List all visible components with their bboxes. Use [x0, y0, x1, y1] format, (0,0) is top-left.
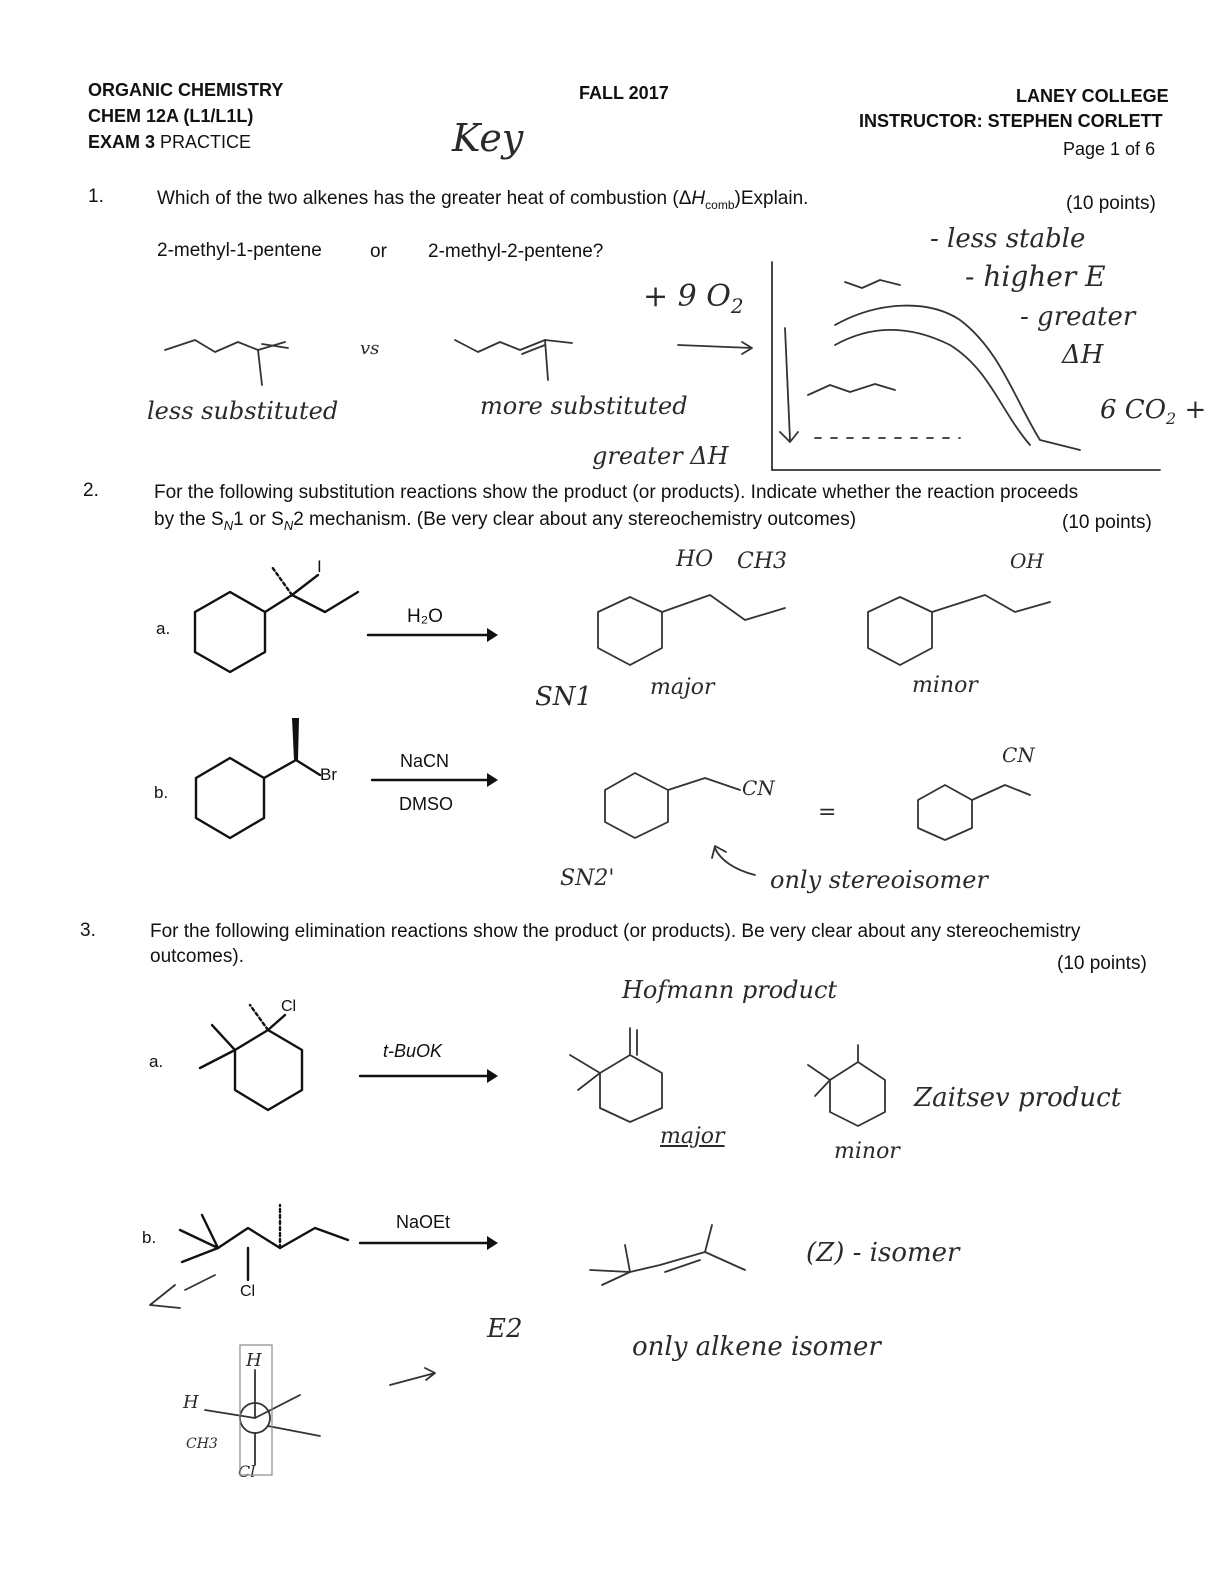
q2a-major: major	[650, 675, 715, 700]
q1-vs: vs	[360, 338, 380, 359]
key-annotation: Key	[452, 116, 524, 160]
q1-co2-subscript: 2	[1166, 409, 1177, 429]
course-code: CHEM 12A (L1/L1L)	[88, 106, 254, 126]
q2a-arrowhead	[487, 628, 498, 642]
q3b-reagent: NaOEt	[396, 1212, 451, 1232]
small-sketch	[150, 1275, 215, 1308]
q2a-minor: minor	[912, 673, 978, 698]
energy-sketch-alkene-low	[808, 384, 895, 395]
q1-greater-dh: greater ΔH	[592, 442, 729, 470]
q3a-methyl-1	[200, 1050, 235, 1068]
q3-points: (10 points)	[1057, 953, 1147, 974]
q3b-tbu-1	[182, 1248, 218, 1262]
q1-less-stable: - less stable	[930, 224, 1086, 254]
q2a-product-minor-chain	[932, 595, 1050, 612]
q3a-product-hofmann-methyl-1	[570, 1055, 600, 1073]
q3a-minor: minor	[834, 1139, 900, 1164]
q1-co2-plus: +	[1184, 395, 1207, 425]
energy-gap-arrow	[780, 328, 798, 442]
q1-co2-text: 6 CO	[1100, 395, 1167, 425]
q3b-product-chain	[590, 1252, 745, 1272]
q3a-product-hofmann-ring	[600, 1055, 662, 1122]
newman-cl: Cl	[238, 1462, 256, 1481]
q2b-equals: =	[818, 800, 837, 825]
q3b-substituent: Cl	[240, 1283, 256, 1300]
q2a-leaving-group: I	[317, 557, 322, 576]
q2b-cyclohexane	[196, 758, 264, 838]
newman-ch3: CH3	[186, 1436, 218, 1452]
q3a-zaitsev-product: Zaitsev product	[914, 1083, 1122, 1113]
q1-prompt-part1: Which of the two alkenes has the greater heat of combustion (Δ	[157, 188, 692, 209]
q2b-pointer-arrow	[712, 846, 755, 875]
q3-number: 3.	[80, 920, 96, 941]
q3b-product-tbu-1	[625, 1245, 630, 1272]
newman-front-left	[205, 1410, 255, 1418]
q2b-reagent-bottom: DMSO	[399, 794, 453, 814]
newman-h-left: H	[183, 1392, 199, 1413]
q3a-arrowhead	[487, 1069, 498, 1083]
q3b-arrowhead	[487, 1236, 498, 1250]
q2a-oh-label: OH	[1010, 549, 1044, 573]
q2b-mechanism: SN2'	[560, 866, 615, 891]
q2a-chain	[265, 592, 358, 612]
q1-option-b: 2-methyl-2-pentene?	[428, 241, 604, 262]
q2-sub-n2: N	[283, 517, 294, 533]
q3a-product-zaitsev-methyl-2	[815, 1080, 830, 1096]
q1-greater: - greater	[1020, 302, 1136, 332]
q2a-product-major-ring	[598, 597, 662, 665]
q2b-product-right-ring	[918, 785, 972, 840]
q3a-cyclohexane	[235, 1030, 302, 1110]
energy-sketch-alkene-high	[845, 280, 900, 288]
q3b-z-isomer: (Z) - isomer	[806, 1238, 960, 1268]
q2-sub-n1: N	[223, 517, 234, 533]
q1-o2-subscript: 2	[730, 294, 744, 318]
q2a-hashed-methyl	[272, 567, 292, 595]
q1-reaction-arrow	[678, 342, 752, 354]
q3b-only-alkene-isomer: only alkene isomer	[632, 1332, 881, 1362]
q1-prompt-h: H	[691, 188, 706, 209]
q2b-cn-right: CN	[1002, 743, 1035, 767]
q1-dh: ΔH	[1062, 340, 1104, 370]
newman-h-top: H	[246, 1350, 262, 1371]
q1-number: 1.	[88, 186, 104, 207]
alkene-2-double-bond	[522, 345, 545, 354]
q2-line2-mid: 1 or S	[233, 509, 284, 530]
alkene-1-methyl	[258, 350, 262, 385]
q1-option-a: 2-methyl-1-pentene	[157, 240, 322, 261]
q2a-ho-label: HO	[676, 547, 714, 572]
q2a-reagent: H₂O	[407, 606, 443, 627]
q3-prompt-line2: outcomes).	[150, 946, 244, 967]
page-number: Page 1 of 6	[1063, 139, 1156, 159]
q3a-reagent: t-BuOK	[383, 1041, 443, 1061]
newman-front-right	[255, 1395, 300, 1418]
q2a-product-major-chain	[662, 595, 785, 620]
q2-line2-pre: by the S	[154, 509, 224, 530]
course-title: ORGANIC CHEMISTRY	[88, 80, 284, 100]
q1-prompt-part2: )Explain.	[734, 188, 809, 209]
q2-number: 2.	[83, 480, 99, 501]
q2-prompt-line1: For the following substitution reactions show the product (or products). Indicate whether the reaction proceeds	[154, 482, 1079, 503]
college-name: LANEY COLLEGE	[1016, 86, 1169, 106]
q2b-wedge-methyl	[292, 718, 299, 760]
q2b-product-right-chain	[972, 785, 1030, 800]
q2b-only-stereoisomer: only stereoisomer	[770, 866, 988, 894]
q2b-arrowhead	[487, 773, 498, 787]
q3a-product-hofmann-methyl-2	[578, 1073, 600, 1090]
q1-points: (10 points)	[1066, 193, 1156, 214]
energy-curve-upper	[835, 306, 1080, 450]
newman-back-right	[268, 1426, 320, 1436]
q3a-major: major	[660, 1124, 725, 1149]
q2a-cyclohexane	[195, 592, 265, 672]
q3-prompt-line1: For the following elimination reactions show the product (or products). Be very clear about any stereochemistry	[150, 921, 1081, 942]
q1-prompt-sub: comb	[705, 197, 735, 212]
q2-line2-post: 2 mechanism. (Be very clear about any stereochemistry outcomes)	[293, 509, 857, 530]
q3a-product-zaitsev-methyl-1	[808, 1065, 830, 1080]
q1-plus-o2-text: + 9 O	[643, 279, 731, 314]
q2a-c-i-bond	[292, 575, 318, 595]
alkene-2-methyl-2-pentene	[455, 340, 572, 352]
q3a-methyl-2	[212, 1025, 235, 1050]
term: FALL 2017	[579, 83, 669, 103]
q3a-c-cl-bond	[268, 1015, 285, 1030]
q2b-label: b.	[154, 783, 169, 802]
instructor: INSTRUCTOR: STEPHEN CORLETT	[859, 111, 1163, 131]
q2-points: (10 points)	[1062, 512, 1152, 533]
q1-more-substituted: more substituted	[480, 392, 688, 420]
exam-number: EXAM 3	[88, 132, 156, 152]
q3b-chain	[180, 1228, 348, 1248]
newman-arrow	[390, 1368, 435, 1385]
q2a-product-minor-ring	[868, 597, 932, 665]
alkene-2-methyl-1-pentene	[165, 340, 285, 352]
q3b-label: b.	[142, 1228, 157, 1247]
alkene-2-methyl	[545, 340, 548, 380]
q1-less-substituted: less substituted	[147, 397, 339, 425]
q2b-product-left-chain	[668, 778, 740, 790]
q3b-product-tbu-2	[602, 1272, 630, 1285]
q2a-ch3-label: CH3	[737, 549, 788, 574]
q3a-hofmann-product: Hofmann product	[622, 976, 838, 1004]
q2b-reagent-top: NaCN	[400, 751, 450, 771]
q2a-label: a.	[156, 619, 171, 638]
q2b-cn-left: CN	[742, 776, 775, 800]
q3a-hashed-methyl	[250, 1005, 268, 1030]
q2b-product-left-ring	[605, 773, 668, 838]
q2b-chain	[264, 760, 320, 778]
q1-or: or	[370, 241, 387, 262]
q2b-leaving-group: Br	[320, 765, 337, 784]
q3a-label: a.	[149, 1052, 164, 1071]
q3b-mechanism: E2	[487, 1314, 523, 1344]
q2a-mechanism: SN1	[535, 682, 593, 712]
exam-kind: PRACTICE	[160, 132, 252, 152]
q3b-product-methyl	[705, 1225, 712, 1252]
q1-higher-e: - higher E	[965, 260, 1106, 293]
q3a-product-zaitsev-ring	[830, 1062, 885, 1126]
q3a-substituent: Cl	[281, 998, 297, 1015]
